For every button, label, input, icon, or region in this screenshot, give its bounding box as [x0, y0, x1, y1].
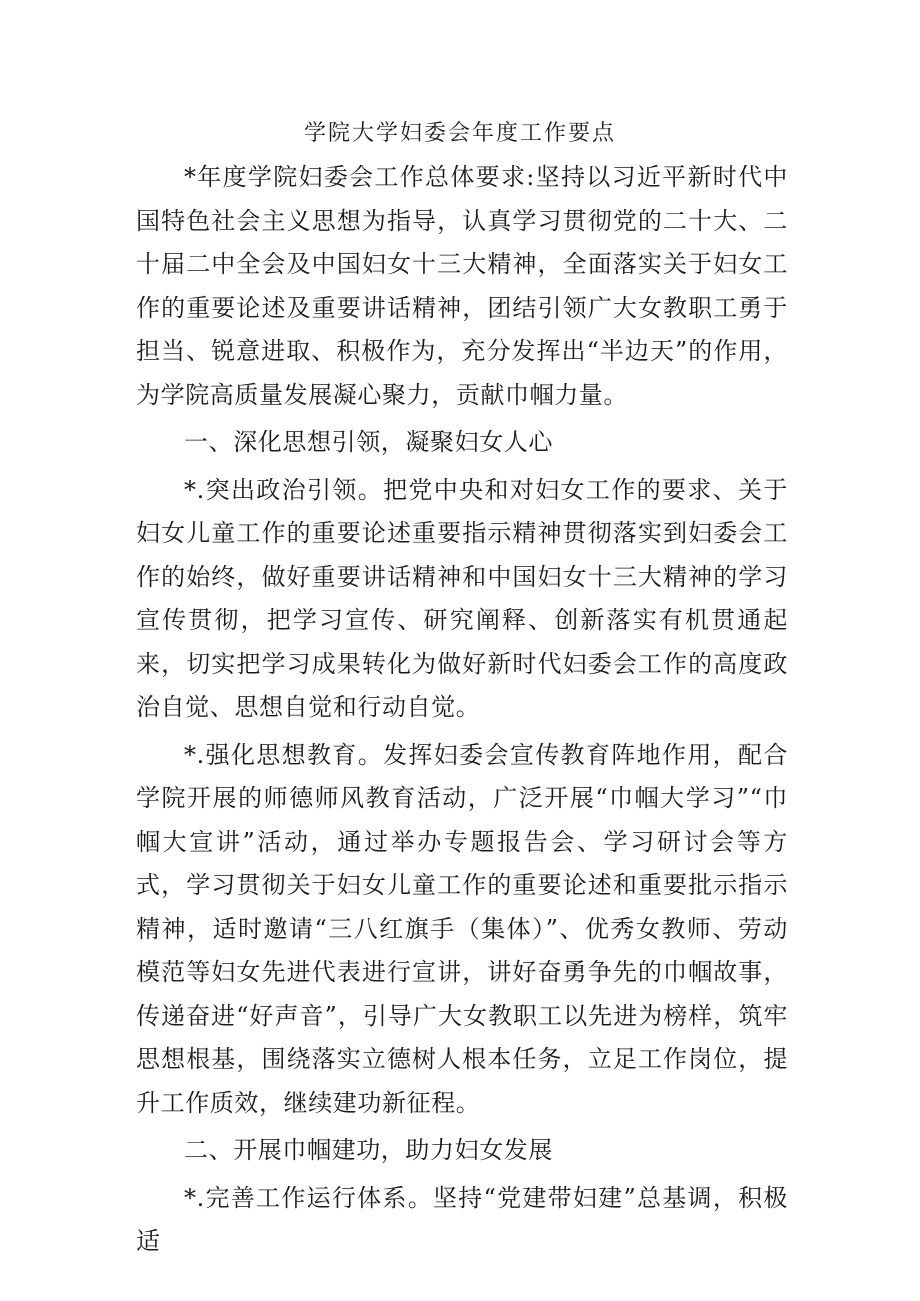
document-body — [136, 156, 788, 1264]
paragraph-political-guidance: *.突出政治引领。把党中央和对妇女工作的要求、关于妇女儿童工作的重要论述重要指示精神贯彻落实到妇委会工作的始终，做好重要讲话精神和中国妇女十三大精神的学习宣传贯彻，把学习宣传、研究阐释、创新落实有机贯通起来，切实把学习成果转化为做好新时代妇委会工作的高度政治自觉、思想自觉和行动自觉。 — [136, 475, 788, 721]
paragraph-work-system: *.完善工作运行体系。坚持“党建带妇建”总基调，积极适 — [136, 1183, 788, 1255]
document-title: 学院大学妇委会年度工作要点 — [303, 121, 616, 146]
section-heading-1: 一、深化思想引领，凝聚妇女人心 — [184, 428, 553, 456]
paragraph-ideological-education: *.强化思想教育。发挥妇委会宣传教育阵地作用，配合学院开展的师德师风教育活动，广泛开展“巾帼大学习”“巾帼大宣讲”活动，通过举办专题报告会、学习研讨会等方式，学习贯彻关于妇女儿童工作的重要论述和重要批示指示精神，适时邀请“三八红旗手（集体）”、优秀女教师、劳动模范等妇女先进代表进行宣讲，讲好奋勇争先的巾帼故事，传递奋进“好声音”，引导广大女教职工以先进为榜样，筑牢思想根基，围绕落实立德树人根本任务，立足工作岗位，提升工作质效，继续建功新征程。 — [136, 740, 788, 1117]
section-heading-2: 二、开展巾帼建功，助力妇女发展 — [184, 1136, 553, 1164]
paragraph-overall-requirements: *年度学院妇委会工作总体要求:坚持以习近平新时代中国特色社会主义思想为指导，认真学习贯彻党的二十大、二十届二中全会及中国妇女十三大精神，全面落实关于妇女工作的重要论述及重要讲话精神，团结引领广大女教职工勇于担当、锐意进取、积极作为，充分发挥出“半边天”的作用，为学院高质量发展凝心聚力，贡献巾帼力量。 — [136, 163, 788, 409]
